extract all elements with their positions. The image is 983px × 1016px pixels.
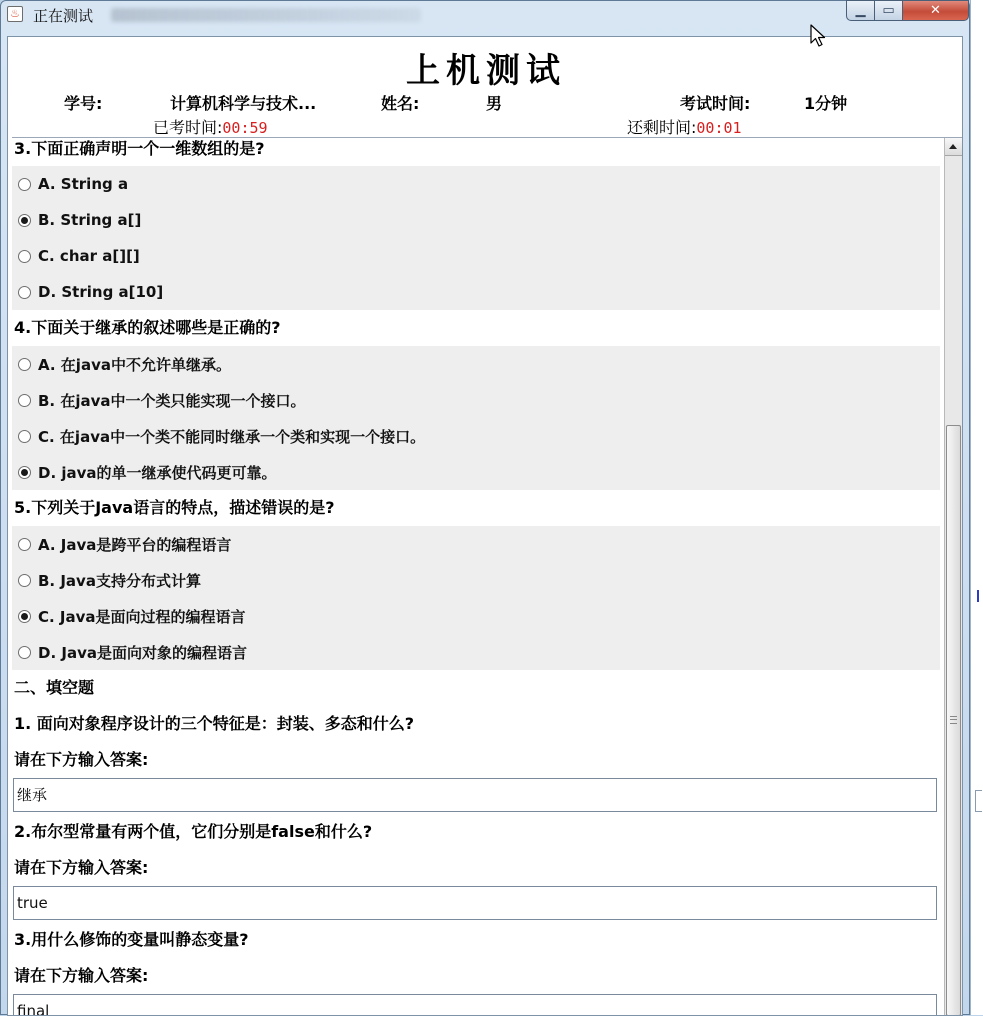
vertical-scrollbar[interactable] — [944, 138, 962, 1016]
page-title: 上机测试 — [406, 51, 566, 91]
option-radio[interactable] — [12, 274, 940, 310]
option-group — [12, 346, 940, 490]
answer-prompt: 请在下方输入答案: — [12, 958, 940, 994]
answer-row — [12, 886, 940, 922]
option-label: B. String a[] — [38, 211, 142, 229]
radio-button-icon[interactable] — [18, 646, 31, 659]
answer-input[interactable]: 继承 — [13, 778, 937, 812]
radio-button-icon[interactable] — [18, 178, 31, 191]
radio-button-icon[interactable] — [18, 250, 31, 263]
background-bracket — [975, 790, 982, 812]
fill-question: 2.布尔型常量有两个值，它们分别是false和什么? — [12, 814, 940, 850]
question-list — [12, 138, 940, 1016]
mouse-pointer-icon — [810, 24, 828, 50]
option-label: D. Java是面向对象的编程语言 — [38, 643, 247, 662]
maximize-button[interactable] — [874, 0, 902, 21]
option-radio[interactable] — [12, 454, 940, 490]
question-title: 3.下面正确声明一个一维数组的是? — [12, 138, 940, 166]
option-radio[interactable] — [12, 526, 940, 562]
remaining-time-value: 00:01 — [696, 119, 742, 137]
student-id-label: 学号: — [64, 94, 103, 113]
close-button[interactable] — [902, 0, 969, 21]
remaining-time-label: 还剩时间: — [627, 118, 697, 137]
answer-row — [12, 994, 940, 1016]
option-radio[interactable] — [12, 562, 940, 598]
question-scroll-pane[interactable] — [12, 137, 962, 1016]
background-text-cursor — [977, 590, 983, 602]
option-group — [12, 166, 940, 310]
blurred-background-title — [111, 8, 421, 22]
question-title: 5.下列关于Java语言的特点，描述错误的是? — [12, 490, 940, 526]
radio-button-checked-icon[interactable] — [18, 610, 31, 623]
radio-button-icon[interactable] — [18, 430, 31, 443]
grip-icon — [950, 716, 957, 724]
option-radio[interactable] — [12, 634, 940, 670]
java-icon: ♨ — [7, 6, 23, 22]
radio-button-icon[interactable] — [18, 574, 31, 587]
option-radio[interactable] — [12, 418, 940, 454]
radio-button-icon[interactable] — [18, 394, 31, 407]
radio-button-checked-icon[interactable] — [18, 214, 31, 227]
radio-button-icon[interactable] — [18, 538, 31, 551]
option-label: C. 在java中一个类不能同时继承一个类和实现一个接口。 — [38, 427, 426, 446]
radio-button-checked-icon[interactable] — [18, 466, 31, 479]
exam-header — [8, 37, 963, 137]
option-group — [12, 526, 940, 670]
option-radio[interactable] — [12, 382, 940, 418]
option-radio[interactable] — [12, 166, 940, 202]
fill-question: 3.用什么修饰的变量叫静态变量? — [12, 922, 940, 958]
exam-time-value: 1分钟 — [804, 94, 848, 113]
option-radio[interactable] — [12, 598, 940, 634]
option-label: D. String a[10] — [38, 283, 164, 301]
option-label: B. Java支持分布式计算 — [38, 571, 201, 590]
minimize-button[interactable] — [846, 0, 874, 21]
background-window — [970, 0, 983, 1015]
section-title: 二、填空题 — [12, 670, 940, 706]
option-label: A. 在java中不允许单继承。 — [38, 355, 231, 374]
radio-button-icon[interactable] — [18, 358, 31, 371]
scrollbar-thumb[interactable] — [946, 425, 961, 1016]
option-radio[interactable] — [12, 238, 940, 274]
window-controls — [846, 0, 969, 21]
exam-time-label: 考试时间: — [680, 94, 751, 113]
option-label: D. java的单一继承使代码更可靠。 — [38, 463, 277, 482]
option-label: C. Java是面向过程的编程语言 — [38, 607, 246, 626]
elapsed-time — [153, 115, 268, 138]
window-title: 正在测试 — [33, 7, 94, 25]
option-label: C. char a[][] — [38, 247, 140, 265]
option-label: B. 在java中一个类只能实现一个接口。 — [38, 391, 306, 410]
answer-prompt: 请在下方输入答案: — [12, 742, 940, 778]
maximize-icon: ▭ — [882, 3, 895, 18]
option-radio[interactable] — [12, 202, 940, 238]
radio-button-icon[interactable] — [18, 286, 31, 299]
answer-input[interactable]: final — [13, 994, 937, 1016]
fill-question: 1. 面向对象程序设计的三个特征是：封装、多态和什么? — [12, 706, 940, 742]
option-radio[interactable] — [12, 346, 940, 382]
question-title: 4.下面关于继承的叙述哪些是正确的? — [12, 310, 940, 346]
answer-row — [12, 778, 940, 814]
answer-prompt: 请在下方输入答案: — [12, 850, 940, 886]
name-value: 男 — [486, 94, 503, 113]
scroll-up-arrow-icon[interactable] — [945, 138, 962, 156]
option-label: A. String a — [38, 175, 129, 193]
elapsed-time-label: 已考时间: — [153, 118, 223, 137]
student-id-value: 计算机科学与技术... — [170, 94, 317, 113]
answer-input[interactable]: true — [13, 886, 937, 920]
name-label: 姓名: — [381, 94, 420, 113]
remaining-time — [627, 115, 742, 138]
minimize-icon: ▁ — [855, 3, 866, 18]
exam-panel — [7, 36, 963, 1016]
option-label: A. Java是跨平台的编程语言 — [38, 535, 232, 554]
elapsed-time-value: 00:59 — [222, 119, 268, 137]
close-icon: ✕ — [930, 3, 941, 18]
